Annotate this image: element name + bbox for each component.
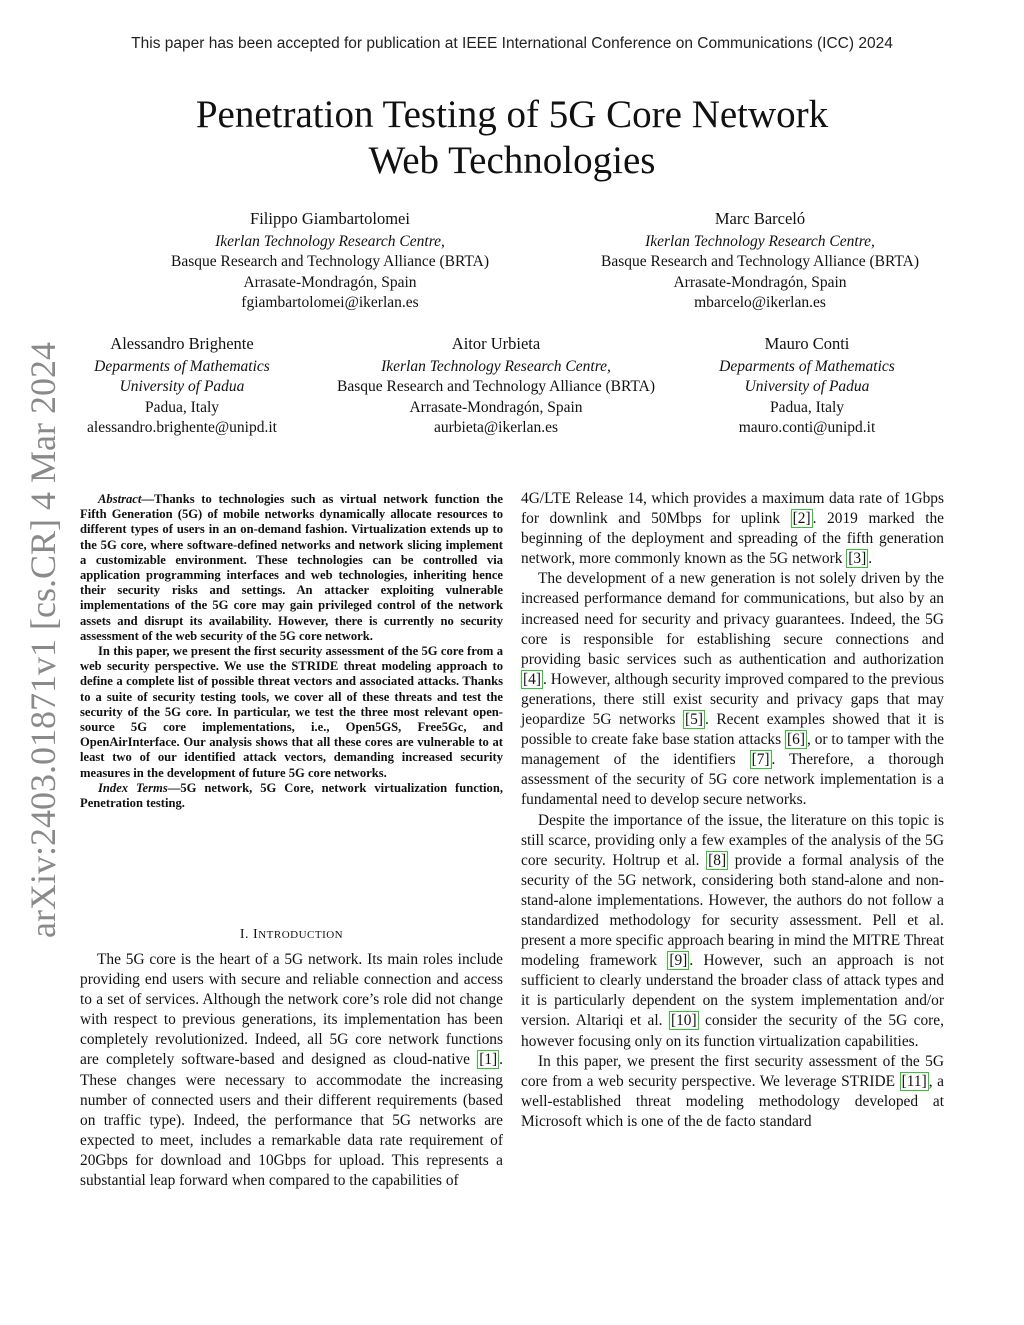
citation-link[interactable]: [1] xyxy=(479,1051,498,1069)
arxiv-stamp: arXiv:2403.01871v1 [cs.CR] 4 Mar 2024 xyxy=(23,342,63,938)
title-line-1: Penetration Testing of 5G Core Network xyxy=(195,93,829,136)
index-terms: Index Terms—5G network, 5G Core, network virtualization function, Penetration testing. xyxy=(80,780,503,811)
author-name: Mauro Conti xyxy=(764,334,850,353)
author-name: Aitor Urbieta xyxy=(451,334,541,353)
author-affiliation: Ikerlan Technology Research Centre, xyxy=(215,232,445,250)
author-affiliation: Deparments of Mathematics xyxy=(94,357,270,375)
author-email: alessandro.brighente@unipd.it xyxy=(87,419,277,437)
author-organization: Basque Research and Technology Alliance (BRTA) xyxy=(601,253,919,271)
author-block xyxy=(696,334,918,439)
paper-title xyxy=(0,92,1024,184)
citation-link[interactable]: [4] xyxy=(523,670,541,688)
author-affiliation: Deparments of Mathematics xyxy=(719,357,895,375)
author-block xyxy=(560,209,960,314)
citation-link[interactable]: [7] xyxy=(751,751,770,769)
author-block xyxy=(62,334,302,439)
citation-link[interactable]: [8] xyxy=(708,851,727,869)
body-paragraph: Despite the importance of the issue, the literature on this topic is still scarce, providing only a few examples of the analysis of the 5G core security. Holtrup et al. [8] provide a formal analysis of the security of the 5G network, considering both stand-alone and non-stand-alone implementations. However, the authors do not follow a standardized methodology for security assessment. Pell et al. present a more specific approach bearing in mind the MITRE Threat modeling framework [9] . However, such an approach is not sufficient to clearly understand the broader class of attack types and it is particularly dependent on the system implementation and/or version. Altariqi et al. [10] consider the security of the 5G core, however focusing only on its function virtualization capabilities. xyxy=(521,811,944,1050)
abstract-label: Abstract xyxy=(98,492,142,506)
body-paragraph: In this paper, we present the first security assessment of the 5G core from a web security perspective. We leverage STRIDE [11] , a well-established threat modeling methodology developed at Microsoft which is one of the de facto standard xyxy=(521,1052,944,1130)
index-terms-label: Index Terms xyxy=(98,780,168,795)
author-location: Padua, Italy xyxy=(769,398,845,416)
author-email: aurbieta@ikerlan.es xyxy=(433,419,558,437)
author-name: Marc Barceló xyxy=(714,209,806,228)
author-email: mbarcelo@ikerlan.es xyxy=(694,294,826,312)
abstract xyxy=(80,492,503,811)
body-paragraph: The 5G core is the heart of a 5G network. Its main roles include providing end users with secure and reliable connection and access to a set of services. Although the network core’s role did not change with respect to previous generations, its implementation has been completely revolutionized. Indeed, all 5G core network functions are completely software-based and designed as cloud-native [1] . These changes were necessary to accommodate the increasing number of connected users and their different requirements (based on traffic type). Indeed, the performance that 5G networks are expected to meet, includes a remarkable data rate requirement of 20Gbps for download and 10Gbps for upload. This represents a substantial leap forward when compared to the capabilities of xyxy=(80,951,503,1190)
citation-link[interactable]: [10] xyxy=(670,1012,697,1030)
intro-right-column xyxy=(521,489,944,1132)
citation-link[interactable]: [5] xyxy=(685,711,703,729)
citation-link[interactable]: [6] xyxy=(787,731,805,749)
author-affiliation: Ikerlan Technology Research Centre, xyxy=(645,232,875,250)
author-location: Arrasate-Mondragón, Spain xyxy=(409,398,583,416)
citation-link[interactable]: [3] xyxy=(848,550,867,568)
author-email: fgiambartolomei@ikerlan.es xyxy=(241,294,419,312)
author-location: Arrasate-Mondragón, Spain xyxy=(673,273,847,291)
author-email: mauro.conti@unipd.it xyxy=(738,419,876,437)
author-name: Alessandro Brighente xyxy=(110,334,254,353)
author-location: Arrasate-Mondragón, Spain xyxy=(243,273,417,291)
author-location: Padua, Italy xyxy=(144,398,220,416)
author-organization: Basque Research and Technology Alliance (BRTA) xyxy=(171,253,489,271)
author-block xyxy=(298,334,694,439)
section-heading-introduction: I. INTRODUCTION xyxy=(239,927,344,942)
author-organization: University of Padua xyxy=(119,378,245,396)
citation-link[interactable]: [9] xyxy=(669,952,688,970)
abstract-paragraph: In this paper, we present the first security assessment of the 5G core from a web security perspective. We use the STRIDE threat modeling approach to define a complete list of possible threat vectors and associated attacks. Thanks to a suite of security testing tools, we cover all of these threats and test the security of the 5G core. In particular, we test the three most relevant open-source 5G core implementations, i.e., Open5GS, Free5Gc, and OpenAirInterface. Our analysis shows that all these cores are vulnerable to at least two of our identified attack vectors, demanding increased security measures in the development of future 5G core networks. xyxy=(80,644,503,780)
author-block xyxy=(130,209,530,314)
body-paragraph: The development of a new generation is not solely driven by the increased performance demand for communications, but also by an increased need for security and privacy guarantees. Indeed, the 5G core is responsible for establishing secure connections and providing basic services such as authentication and authorization [4] . However, although security improved compared to the previous generations, there still exist security and privacy gaps that may jeopardize 5G networks [5] . Recent examples showed that it is possible to create fake base station attacks [6] , or to tamper with the management of the identifiers [7] . Therefore, a thorough assessment of the security of 5G core network implementation is a fundamental need to develop secure networks. xyxy=(521,570,944,809)
citation-link[interactable]: [2] xyxy=(792,510,811,528)
author-organization: Basque Research and Technology Alliance (BRTA) xyxy=(337,378,655,396)
author-name: Filippo Giambartolomei xyxy=(250,209,410,228)
citation-link[interactable]: [11] xyxy=(901,1072,927,1090)
author-organization: University of Padua xyxy=(744,378,870,396)
title-line-2: Web Technologies xyxy=(368,139,656,182)
body-paragraph: 4G/LTE Release 14, which provides a maximum data rate of 1Gbps for downlink and 50Mbps for uplink [2] . 2019 marked the beginning of the deployment and spreading of the fifth generation network, more commonly known as the 5G network [3] . xyxy=(521,490,944,568)
abstract-paragraph: Abstract—Thanks to technologies such as virtual network function the Fifth Generation (5G) of mobile networks dynamically allocate resources to different types of users in an on-demand fashion. Virtualization extends up to the 5G core, where software-defined networks and network slicing implement a customizable environment. These technologies can be controlled via application programming interfaces and web technologies, inheriting hence their security risks and settings. An attacker exploiting vulnerable implementations of the 5G core may gain privileged control of the network assets and disrupt its availability. However, there is currently no security assessment of the web security of the 5G core network. xyxy=(80,492,503,643)
publication-notice: This paper has been accepted for publication at IEEE International Conference on Communications (ICC) 2024 xyxy=(131,35,893,52)
intro-left-column xyxy=(80,950,503,1191)
author-affiliation: Ikerlan Technology Research Centre, xyxy=(381,357,611,375)
